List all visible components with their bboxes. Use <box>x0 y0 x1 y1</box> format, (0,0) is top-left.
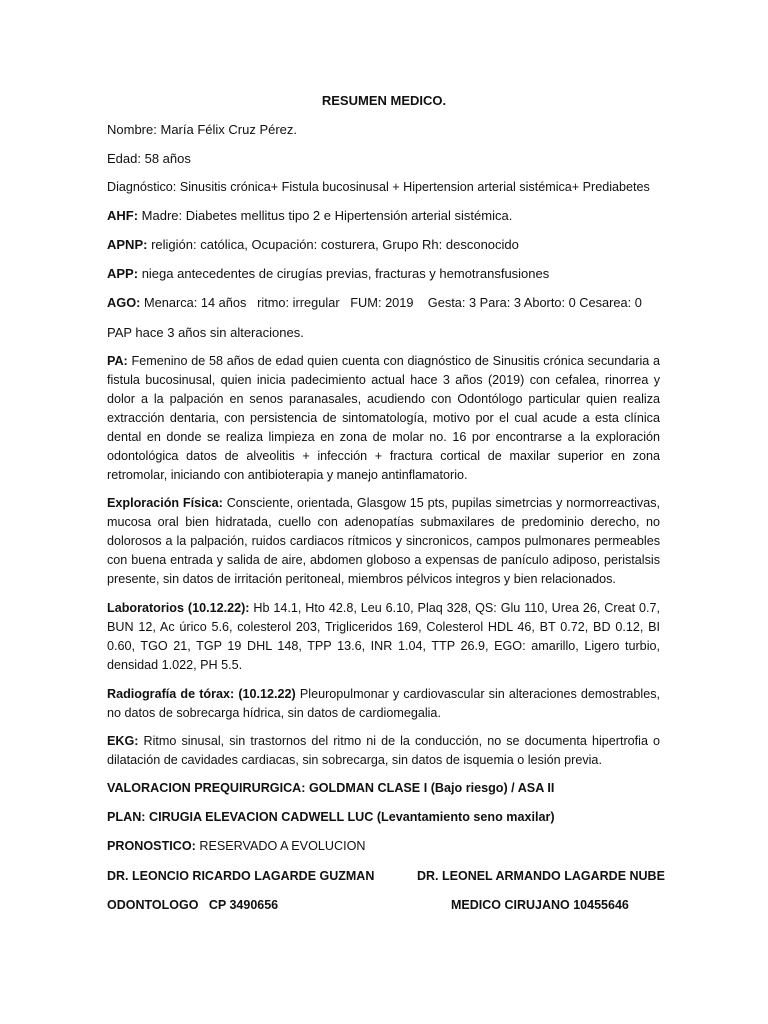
nombre-value: María Félix Cruz Pérez. <box>160 122 298 137</box>
ahf-value: Madre: Diabetes mellitus tipo 2 e Hipertensión arterial sistémica. <box>141 208 513 223</box>
exploracion-paragraph <box>107 494 660 589</box>
doctor1-name: DR. LEONCIO RICARDO LAGARDE GUZMAN <box>107 869 375 883</box>
laboratorios-paragraph <box>107 599 660 675</box>
diagnostico-value: Sinusitis crónica+ Fistula bucosinusal + Hipertension arterial sistémica+ Prediabetes <box>179 180 650 194</box>
edad-value: 58 años <box>144 151 191 166</box>
laboratorios-value: Hb 14.1, Hto 42.8, Leu 6.10, Plaq 328, QS: Glu 110, Urea 26, Creat 0.7, BUN 12, Ac úrico 5.6, colesterol 203, Trigliceridos 169, Colesterol HDL 46, BT 0.72, BD 0.12, BI 0.60, TGO 21, TGP 19 DHL 148, TPP 13.6, INR 1.04, TTP 26.9, EGO: amarillo, Ligero turbio, densidad 1.022, PH 5.5. <box>107 601 660 672</box>
pronostico-value: RESERVADO A EVOLUCION <box>199 839 366 853</box>
nombre-line <box>107 122 297 137</box>
edad-label: Edad: <box>107 151 141 166</box>
app-line <box>107 266 549 281</box>
doctor2-credential: MEDICO CIRUJANO 10455646 <box>451 898 629 912</box>
apnp-label: APNP: <box>107 237 148 252</box>
edad-line <box>107 151 191 166</box>
radiografia-value: Pleuropulmonar y cardiovascular sin alteraciones demostrables, no datos de sobrecarga hídrica, sin datos de cardiomegalia. <box>107 687 660 720</box>
laboratorios-label: Laboratorios (10.12.22): <box>107 601 250 615</box>
diagnostico-label: Diagnóstico: <box>107 180 177 194</box>
exploracion-value: Consciente, orientada, Glasgow 15 pts, pupilas simetrcias y normorreactivas, mucosa oral bien hidratada, cuello con adenopatías submaxilares de predominio derecho, no dolorosos a la palpación, ruidos cardiacos rítmicos y sincronicos, campos pulmonares permeables con buena entrada y salida de aire, abdomen globoso a expensas de panículo adiposo, peristalsis presente, sin datos de irritación peritoneal, miembros pélvicos integros y bien relacionados. <box>107 496 661 586</box>
pa-paragraph <box>107 352 660 485</box>
ago-label: AGO: <box>107 295 141 310</box>
ago-line <box>107 295 642 310</box>
doctor1-credential: ODONTOLOGO CP 3490656 <box>107 898 279 912</box>
ahf-line <box>107 208 512 223</box>
ekg-paragraph <box>107 732 660 770</box>
nombre-label: Nombre: <box>107 122 157 137</box>
apnp-line <box>107 237 519 252</box>
apnp-value: religión: católica, Ocupación: costurera, Grupo Rh: desconocido <box>151 237 519 252</box>
ekg-value: Ritmo sinusal, sin trastornos del ritmo ni de la conducción, no se documenta hipertrofia o dilatación de cavidades cardiacas, sin sobrecarga, sin datos de isquemia o lesión previa. <box>107 734 660 767</box>
document-title: RESUMEN MEDICO. <box>321 93 447 108</box>
plan-line: PLAN: CIRUGIA ELEVACION CADWELL LUC (Levantamiento seno maxilar) <box>107 810 555 824</box>
ekg-label: EKG: <box>107 734 139 748</box>
radiografia-paragraph <box>107 685 660 723</box>
pronostico-label: PRONOSTICO: <box>107 839 196 853</box>
pronostico-line <box>107 839 365 853</box>
exploracion-label: Exploración Física: <box>107 496 223 510</box>
ahf-label: AHF: <box>107 208 139 223</box>
app-label: APP: <box>107 266 139 281</box>
app-value: niega antecedentes de cirugías previas, fracturas y hemotransfusiones <box>141 266 550 281</box>
pap-line: PAP hace 3 años sin alteraciones. <box>107 325 304 340</box>
valoracion-line: VALORACION PREQUIRURGICA: GOLDMAN CLASE I (Bajo riesgo) / ASA II <box>107 781 555 795</box>
diagnostico-line <box>107 180 650 194</box>
radiografia-label: Radiografía de tórax: (10.12.22) <box>107 687 296 701</box>
ago-value: Menarca: 14 años ritmo: irregular FUM: 2019 Gesta: 3 Para: 3 Aborto: 0 Cesarea: 0 <box>143 295 642 310</box>
doctor2-name: DR. LEONEL ARMANDO LAGARDE NUBE <box>417 869 665 883</box>
pa-value: Femenino de 58 años de edad quien cuenta con diagnóstico de Sinusitis crónica secundaria a fistula bucosinusal, quien inicia padecimiento actual hace 3 años (2019) con cefalea, rinorrea y dolor a la palpación en senos paranasales, acudiendo con Odontólogo particular quien realiza extracción dentaria, con persistencia de sintomatología, motivo por el cual acude a esta clínica dental en donde se realiza limpieza en zona de molar no. 16 por encontrarse a la exploración odontológica datos de alveolitis + infección + fractura cortical de maxilar superior en zona retromolar, iniciando con antibioterapia y manejo antinflamatorio. <box>107 354 660 482</box>
pa-label: PA: <box>107 354 128 368</box>
